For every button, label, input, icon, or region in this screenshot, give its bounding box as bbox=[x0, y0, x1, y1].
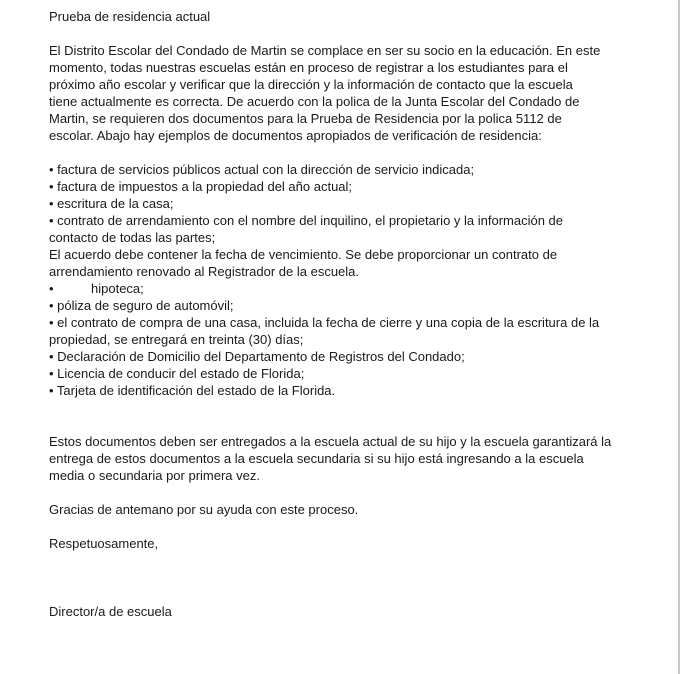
closing-line: media o secundaria por primera vez. bbox=[49, 468, 260, 483]
letter-body bbox=[49, 8, 639, 620]
intro-line: escolar. Abajo hay ejemplos de documentos apropiados de verificación de residencia: bbox=[49, 128, 542, 143]
signature: Director/a de escuela bbox=[49, 604, 172, 619]
list-item: • Declaración de Domicilio del Departamento de Registros del Condado; bbox=[49, 349, 465, 364]
list-item-mortgage bbox=[49, 280, 639, 297]
list-item: El acuerdo debe contener la fecha de vencimiento. Se debe proporcionar un contrato de bbox=[49, 247, 558, 262]
mortgage-text: hipoteca; bbox=[91, 281, 144, 296]
intro-line: momento, todas nuestras escuelas están en proceso de registrar a los estudiantes para el bbox=[49, 60, 568, 75]
bullet: • bbox=[49, 281, 54, 296]
closing-paragraph bbox=[49, 433, 639, 484]
list-item: • el contrato de compra de una casa, incluida la fecha de cierre y una copia de la escritura de la bbox=[49, 315, 600, 330]
list-item: • factura de impuestos a la propiedad del año actual; bbox=[49, 179, 353, 194]
list-item: • Tarjeta de identificación del estado de la Florida. bbox=[49, 383, 336, 398]
intro-line: Martin, se requieren dos documentos para la Prueba de Residencia por la polica 5112 de bbox=[49, 111, 562, 126]
list-item: • contrato de arrendamiento con el nombre del inquilino, el propietario y la información de bbox=[49, 213, 564, 228]
intro-paragraph bbox=[49, 42, 639, 144]
intro-line: tiene actualmente es correcta. De acuerdo con la polica de la Junta Escolar del Condado de bbox=[49, 94, 580, 109]
salutation: Respetuosamente, bbox=[49, 536, 159, 551]
list-item: • factura de servicios públicos actual con la dirección de servicio indicada; bbox=[49, 162, 475, 177]
list-item: propiedad, se entregará en treinta (30) días; bbox=[49, 332, 304, 347]
closing-line: entrega de estos documentos a la escuela secundaria si su hijo está ingresando a la escuela bbox=[49, 451, 584, 466]
list-item: • Licencia de conducir del estado de Florida; bbox=[49, 366, 305, 381]
document-list bbox=[49, 161, 639, 399]
intro-line: El Distrito Escolar del Condado de Martin se complace en ser su socio en la educación. En este bbox=[49, 43, 601, 58]
list-item: • escritura de la casa; bbox=[49, 196, 174, 211]
closing-line: Estos documentos deben ser entregados a la escuela actual de su hijo y la escuela garantizará la bbox=[49, 434, 612, 449]
intro-line: próximo año escolar y verificar que la dirección y la información de contacto que la escuela bbox=[49, 77, 573, 92]
list-item: • póliza de seguro de automóvil; bbox=[49, 298, 234, 313]
thanks-line: Gracias de antemano por su ayuda con este proceso. bbox=[49, 502, 359, 517]
letter-title: Prueba de residencia actual bbox=[49, 9, 211, 24]
list-item: contacto de todas las partes; bbox=[49, 230, 216, 245]
list-item: arrendamiento renovado al Registrador de la escuela. bbox=[49, 264, 360, 279]
